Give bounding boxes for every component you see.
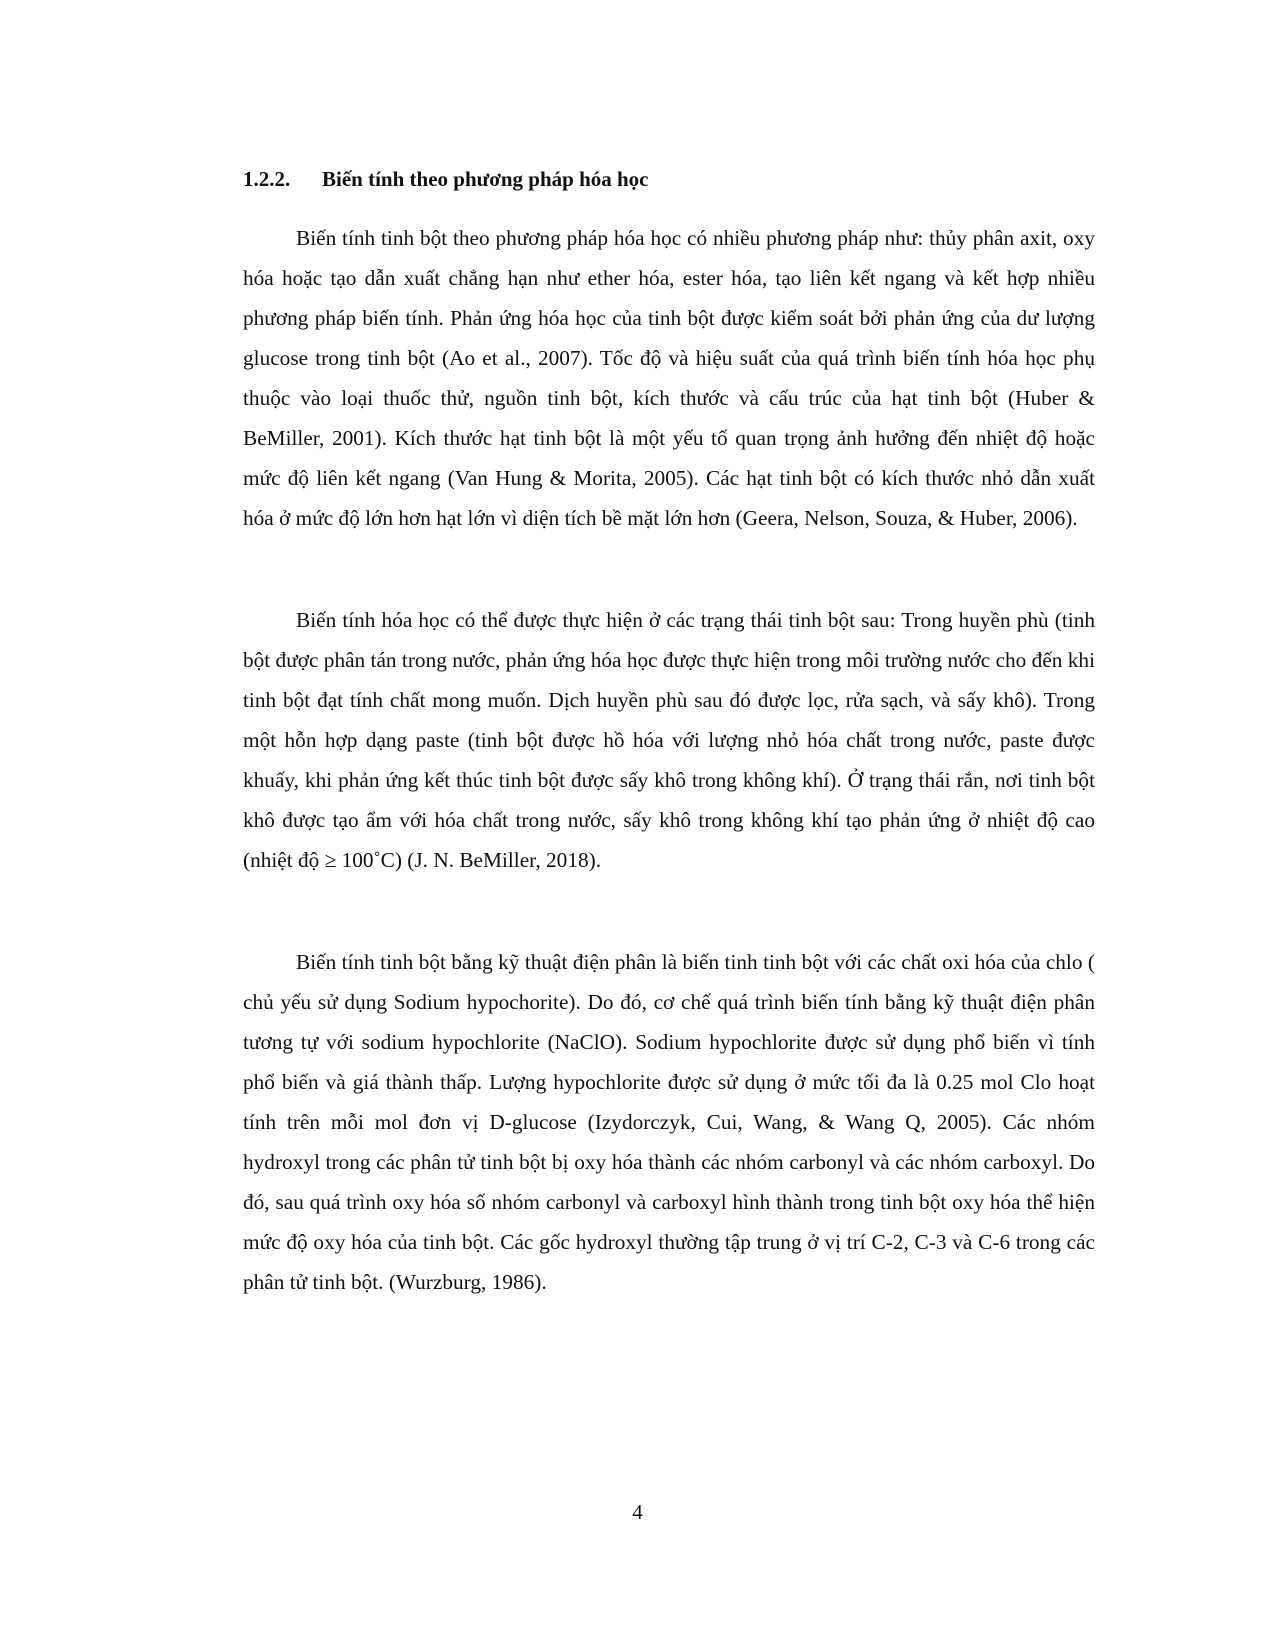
section-number: 1.2.2. [243,167,291,191]
page-number: 4 [632,1500,643,1524]
paragraph-1: Biến tính tinh bột theo phương pháp hóa học có nhiều phương pháp như: thủy phân axit, oxy hóa hoặc tạo dẫn xuất chẳng hạn như ether hóa, ester hóa, tạo liên kết ngang và kết hợp nhiều phương pháp biến tính. Phản ứng hóa học của tinh bột được kiểm soát bởi phản ứng của dư lượng glucose trong tinh bột (Ao et al., 2007). Tốc độ và hiệu suất của quá trình biến tính hóa học phụ thuộc vào loại thuốc thử, nguồn tinh bột, kích thước và cấu trúc của hạt tinh bột (Huber & BeMiller, 2001). Kích thước hạt tinh bột là một yếu tố quan trọng ảnh hưởng đến nhiệt độ hoặc mức độ liên kết ngang (Van Hung & Morita, 2005). Các hạt tinh bột có kích thước nhỏ dẫn xuất hóa ở mức độ lớn hơn hạt lớn vì diện tích bề mặt lớn hơn (Geera, Nelson, Souza, & Huber, 2006). [243,226,1095,530]
section-heading [243,165,649,193]
section-title: Biến tính theo phương pháp hóa học [322,167,649,191]
paragraph-3: Biến tính tinh bột bằng kỹ thuật điện phân là biến tinh tinh bột với các chất oxi hóa của chlo ( chủ yếu sử dụng Sodium hypochorite). Do đó, cơ chế quá trình biến tính bằng kỹ thuật điện phân tương tự với sodium hypochlorite (NaClO). Sodium hypochlorite được sử dụng phổ biến vì tính phổ biến và giá thành thấp. Lượng hypochlorite được sử dụng ở mức tối đa là 0.25 mol Clo hoạt tính trên mỗi mol đơn vị D-glucose (Izydorczyk, Cui, Wang, & Wang Q, 2005). Các nhóm hydroxyl trong các phân tử tinh bột bị oxy hóa thành các nhóm carbonyl và các nhóm carboxyl. Do đó, sau quá trình oxy hóa số nhóm carbonyl và carboxyl hình thành trong tinh bột oxy hóa thể hiện mức độ oxy hóa của tinh bột. Các gốc hydroxyl thường tập trung ở vị trí C-2, C-3 và C-6 trong các phân tử tinh bột. (Wurzburg, 1986). [243,950,1095,1294]
paragraph-2: Biến tính hóa học có thể được thực hiện ở các trạng thái tinh bột sau: Trong huyền phù (tinh bột được phân tán trong nước, phản ứng hóa học được thực hiện trong môi trường nước cho đến khi tinh bột đạt tính chất mong muốn. Dịch huyền phù sau đó được lọc, rửa sạch, và sấy khô). Trong một hỗn hợp dạng paste (tinh bột được hồ hóa với lượng nhỏ hóa chất trong nước, paste được khuấy, khi phản ứng kết thúc tinh bột được sấy khô trong không khí). Ở trạng thái rắn, nơi tinh bột khô được tạo ẩm với hóa chất trong nước, sấy khô trong không khí tạo phản ứng ở nhiệt độ cao (nhiệt độ ≥ 100˚C) (J. N. BeMiller, 2018). [243,608,1095,872]
